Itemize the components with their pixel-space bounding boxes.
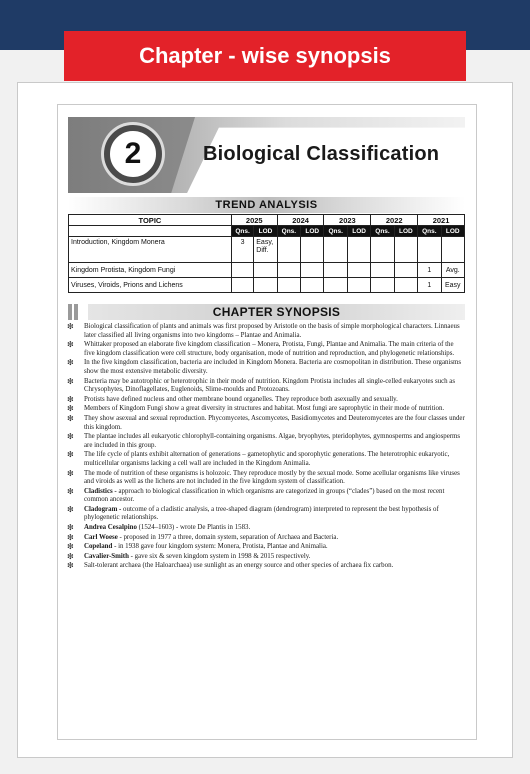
flower-bullet-icon: ❇ [67,322,74,331]
list-item [67,451,465,468]
list-item [67,534,465,543]
table-cell [301,263,324,278]
point-text: Protists have defined nucleus and other membrane bound organelles. They reproduce both asexually and sexually. [84,395,398,403]
flower-bullet-icon: ❇ [67,523,74,533]
lod-header: LOD [347,226,370,237]
list-item [67,524,465,533]
chapter-synopsis-heading: CHAPTER SYNOPSIS [88,304,465,320]
year-header: 2022 [371,215,418,226]
list-item [67,341,465,358]
chapter-title: Biological Classification [203,143,440,165]
point-bold-term: Cladistics - [84,487,119,495]
point-text: approach to biological classification in which organisms are categorized in groups (“clades”) based on the most recent common ancestor. [84,487,445,504]
year-header: 2021 [418,215,465,226]
point-text: The plantae includes all eukaryotic chlorophyll-containing organisms. Algae, bryophytes, pteridophytes, gymnosperms and angiosperms are included in this group. [84,433,461,449]
table-cell [441,237,464,263]
flower-bullet-icon: ❇ [67,413,74,423]
table-cell [394,263,417,278]
table-cell: 3 [231,237,253,263]
point-bold-term: Carl Woese [84,533,120,541]
point-text: In the five kingdom classification, bacteria are included in Kingdom Monera. Bacteria are cosmopolitan in distribution. These organisms show the most extensive metabolic diversity. [84,359,462,375]
year-header: 2025 [231,215,277,226]
list-item [67,359,465,376]
point-text: Salt-tolerant archaea (the Haloarchaea) use sunlight as an energy source and other species of archaea fix carbon. [84,562,394,570]
point-text: - proposed in 1977 a three, domain system, separation of Archaea and Bacteria. [119,533,339,541]
point-text: The mode of nutrition of these organisms is holozoic. They reproduce mostly by the sexual mode. Some acellular organisms like viruses and viroids as well as the lichens are not included in the five kingdom system of classification. [84,469,460,486]
list-item [67,562,465,571]
list-item [67,396,465,405]
table-cell [254,263,277,278]
flower-bullet-icon: ❇ [67,551,74,561]
list-item [67,470,465,487]
table-cell [301,237,324,263]
chapter-header [68,117,465,193]
point-bold-term: Cladogram - [84,505,124,513]
flower-bullet-icon: ❇ [67,486,74,496]
qns-header: Qns. [231,226,253,237]
synopsis-point-list [67,323,465,572]
table-cell [394,278,417,293]
table-cell: 1 [418,278,441,293]
table-cell [347,237,370,263]
table-cell: Easy, Diff. [254,237,277,263]
table-cell [324,237,347,263]
list-item [67,323,465,340]
trend-analysis-table [68,214,465,293]
point-text: - gave six & seven kingdom system in 1998 & 2015 respectively. [130,552,311,560]
qns-header: Qns. [418,226,441,237]
table-cell [301,278,324,293]
point-text: They show asexual and sexual reproduction. Phycomycetes, Ascomycetes, Basidiomycetes and Deuteromycetes are the four classes under this kingdom. [84,414,465,431]
table-cell [324,278,347,293]
list-item [67,553,465,562]
point-bold-term: Cavalier-Smith [84,552,131,560]
flower-bullet-icon: ❇ [67,404,74,414]
flower-bullet-icon: ❇ [67,468,74,478]
flower-bullet-icon: ❇ [67,561,74,571]
table-cell [324,263,347,278]
flower-bullet-icon: ❇ [67,432,74,442]
table-cell: Avg. [441,263,464,278]
lod-header: LOD [441,226,464,237]
subheader-blank [69,226,232,237]
qns-header: Qns. [324,226,347,237]
table-cell [231,263,253,278]
list-item [67,415,465,432]
table-row [69,263,465,278]
point-bold-term: Andrea Cesalpino [84,524,139,532]
point-bold-term: Copeland [84,543,115,551]
list-item [67,488,465,505]
lod-header: LOD [301,226,324,237]
trend-analysis-heading: TREND ANALYSIS [68,197,465,213]
table-cell [418,237,441,263]
lod-header: LOD [394,226,417,237]
table-cell [277,263,300,278]
chapter-wise-synopsis-banner: Chapter - wise synopsis [64,31,466,81]
table-cell [277,278,300,293]
list-item [67,405,465,414]
table-cell: 1 [418,263,441,278]
table-subheader-row [69,226,465,237]
flower-bullet-icon: ❇ [67,542,74,552]
qns-header: Qns. [371,226,394,237]
chapter-number-badge: 2 [104,125,162,183]
table-cell [371,237,394,263]
point-text: Bacteria may be autotrophic or heterotrophic in their mode of nutrition. Kingdom Protista includes all single-celled eukaryotes such as Chrysophytes, Dinoflagellates, Euglenoids, Slime-moulds and Protozoans. [84,377,456,394]
point-text: Biological classification of plants and animals was first proposed by Aristotle on the basis of simple morphological characters. Linnaeus later classified all living organisms into two kingdoms – Plantae and Animalia. [84,323,460,339]
table-cell [394,237,417,263]
list-item [67,433,465,450]
list-item [67,378,465,395]
table-row [69,237,465,263]
flower-bullet-icon: ❇ [67,532,74,542]
table-cell [231,278,253,293]
table-cell [371,263,394,278]
year-header: 2023 [324,215,371,226]
point-text: outcome of a cladistic analysis, a tree-shaped diagram (dendrogram) interpreted to represent the best hypothesis of phylogenetic relationships. [84,505,439,522]
qns-header: Qns. [277,226,300,237]
topic-cell: Introduction, Kingdom Monera [69,237,232,263]
table-cell [254,278,277,293]
point-text: Members of Kingdom Fungi show a great diversity in structures and habitat. Most fungi are saprophytic in their mode of nutrition. [84,405,445,413]
list-item [67,506,465,523]
list-item [67,543,465,552]
table-cell [277,237,300,263]
table-cell [347,278,370,293]
table-header-row [69,215,465,226]
point-text: Whittaker proposed an elaborate five kingdom classification – Monera, Protista, Fungi, Plantae and Animalia. The main criteria of the five kingdom classification were cell structure, body organisation, mode of nutrition and reproduction, and phylogenetic relationships. [84,341,455,357]
table-row [69,278,465,293]
table-cell [347,263,370,278]
flower-bullet-icon: ❇ [67,450,74,460]
synopsis-heading-marker [68,304,86,320]
point-text: (1524–1603) - wrote De Plantis in 1583. [138,524,251,532]
topic-cell: Viruses, Viroids, Prions and Lichens [69,278,232,293]
flower-bullet-icon: ❇ [67,358,74,368]
table-cell: Easy [441,278,464,293]
point-text: - in 1938 gave four kingdom system: Monera, Protista, Plantae and Animalia. [114,543,328,551]
flower-bullet-icon: ❇ [67,394,74,404]
flower-bullet-icon: ❇ [67,340,74,350]
lod-header: LOD [254,226,277,237]
flower-bullet-icon: ❇ [67,504,74,514]
topic-header: TOPIC [69,215,232,226]
year-header: 2024 [277,215,324,226]
point-text: The life cycle of plants exhibit alternation of generations – gametophytic and sporophytic generations. The heterotrophic eukaryotic, multicellular organisms lacking a cell wall are included in the Kingdom Animalia. [84,451,450,467]
table-cell [371,278,394,293]
topic-cell: Kingdom Protista, Kingdom Fungi [69,263,232,278]
flower-bullet-icon: ❇ [67,376,74,386]
